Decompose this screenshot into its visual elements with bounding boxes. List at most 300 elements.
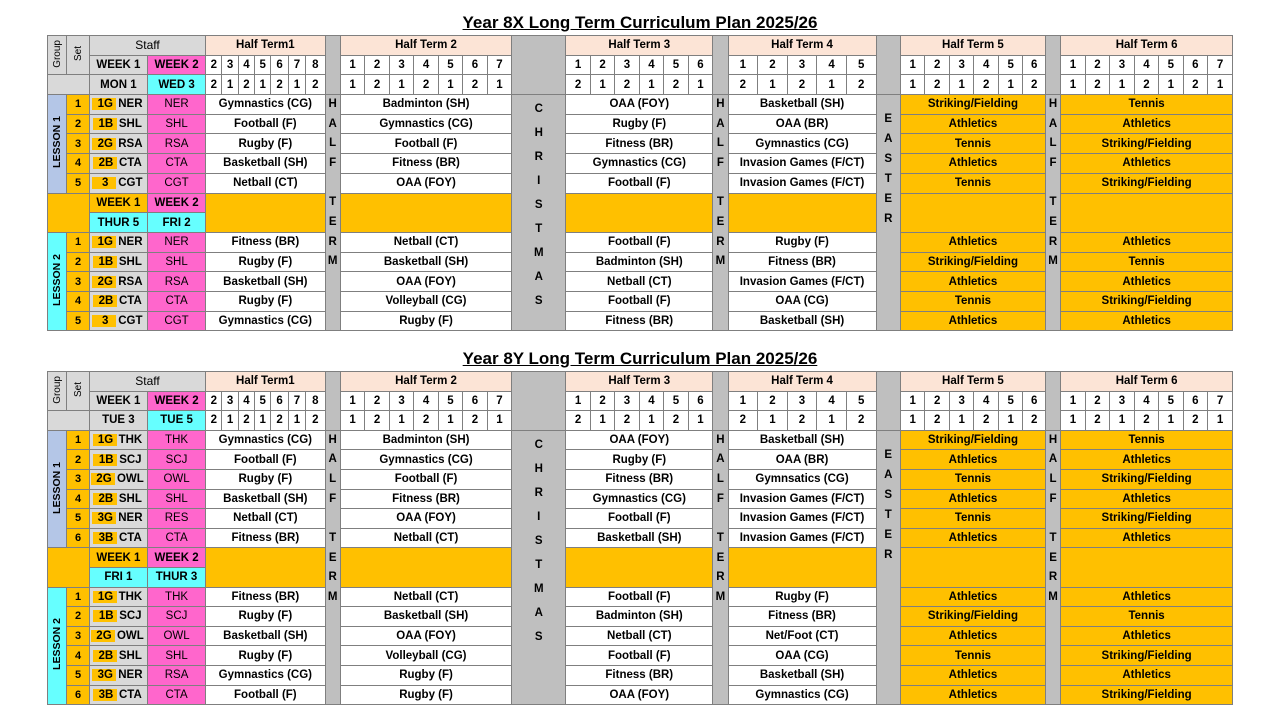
day-number: 1	[949, 75, 973, 95]
week-number: 4	[974, 391, 998, 411]
activity-ht3: Fitness (BR)	[566, 134, 713, 154]
group-set-cell	[67, 252, 89, 272]
activity-ht4: Basketball (SH)	[728, 665, 876, 685]
half-term-bar-3-letters	[1045, 95, 1060, 331]
staff-code: CTA	[119, 532, 142, 545]
day-label-2: WED 3	[147, 75, 205, 95]
week-number: 2	[365, 55, 389, 75]
activity-ht1: Netball (CT)	[206, 173, 325, 193]
activity-ht3: Football (F)	[566, 587, 713, 607]
day-number: 2	[414, 411, 438, 431]
mid-blank	[48, 548, 90, 587]
staff-code: RSA	[118, 275, 143, 288]
vertical-letter: E	[1049, 551, 1057, 564]
day-number: 2	[1134, 75, 1158, 95]
activity-ht4: Invasion Games (F/CT)	[728, 489, 876, 509]
mid-blank	[48, 193, 90, 232]
day-number: 2	[365, 411, 389, 431]
staff-header: Staff	[89, 36, 205, 56]
week-number: 5	[255, 55, 271, 75]
lesson2-cell	[48, 232, 67, 330]
week-number: 1	[728, 55, 758, 75]
week1-label: WEEK 1	[89, 391, 147, 411]
staff-week2: SCJ	[147, 607, 205, 627]
staff-week1	[89, 587, 147, 607]
day-number: 2	[664, 75, 688, 95]
vertical-letter: R	[534, 151, 543, 164]
half-term-bar-3	[1045, 372, 1060, 431]
week-number: 3	[949, 391, 973, 411]
group-set-cell	[67, 232, 89, 252]
activity-ht5: Athletics	[900, 665, 1045, 685]
staff-code: CGT	[118, 314, 143, 327]
plan-8y-table	[47, 371, 1233, 705]
activity-ht4: Basketball (SH)	[728, 430, 876, 450]
week-number: 4	[817, 391, 847, 411]
day-number: 2	[1085, 411, 1109, 431]
set-code: 2G	[91, 473, 115, 485]
group-number: 6	[75, 532, 82, 545]
activity-ht4: Invasion Games (F/CT)	[728, 173, 876, 193]
activity-ht4: Invasion Games (F/CT)	[728, 154, 876, 174]
week-number: 3	[949, 55, 973, 75]
activity-ht4: Fitness (BR)	[728, 252, 876, 272]
activity-ht3: Badminton (SH)	[566, 252, 713, 272]
week1-label: WEEK 1	[89, 55, 147, 75]
week-number: 2	[206, 55, 222, 75]
activity-ht1: Rugby (F)	[206, 469, 325, 489]
activity-ht6: Athletics	[1061, 626, 1233, 646]
week-number: 4	[639, 391, 663, 411]
activity-ht5: Athletics	[900, 232, 1045, 252]
half-term-bar-2-letters	[713, 430, 728, 704]
activity-ht1: Rugby (F)	[206, 607, 325, 627]
half-term-bar-2	[713, 36, 728, 95]
day-number: 1	[998, 75, 1022, 95]
week-number: 5	[664, 391, 688, 411]
activity-ht4: Gymnastics (CG)	[728, 134, 876, 154]
day-number: 2	[925, 411, 949, 431]
activity-ht6: Striking/Fielding	[1061, 646, 1233, 666]
staff-code: SHL	[118, 649, 142, 662]
activity-ht4: OAA (CG)	[728, 291, 876, 311]
christmas-bar	[512, 372, 566, 431]
week-number: 3	[787, 391, 817, 411]
group-set-cell	[67, 646, 89, 666]
term-header-5: Half Term 5	[900, 372, 1045, 392]
day-number: 2	[1183, 75, 1207, 95]
staff-code: RSA	[118, 137, 143, 150]
group-number: 2	[75, 255, 82, 268]
group-number: 4	[75, 295, 82, 308]
activity-ht5: Striking/Fielding	[900, 252, 1045, 272]
day-number: 1	[340, 411, 364, 431]
day-number: 2	[566, 411, 590, 431]
vertical-letter: C	[534, 103, 543, 116]
activity-ht6: Athletics	[1061, 272, 1233, 292]
half-term-bar-1-letters	[325, 430, 340, 704]
activity-ht3: Netball (CT)	[566, 626, 713, 646]
vertical-letter: R	[1048, 571, 1058, 584]
activity-ht3: Football (F)	[566, 509, 713, 529]
activity-ht3: Netball (CT)	[566, 272, 713, 292]
activity-ht2: Badminton (SH)	[340, 95, 511, 115]
week-number: 1	[1061, 391, 1085, 411]
day-number: 1	[487, 411, 511, 431]
set-code: 2B	[93, 650, 117, 662]
group-set-cell	[67, 685, 89, 705]
day-number: 2	[238, 75, 254, 95]
day-label-mid-1: THUR 5	[89, 213, 147, 233]
staff-week1	[89, 232, 147, 252]
set-code: 2G	[92, 276, 116, 288]
lesson1-label: LESSON 1	[51, 461, 64, 514]
day-number: 2	[463, 75, 487, 95]
activity-ht5: Athletics	[900, 311, 1045, 331]
activity-ht6: Striking/Fielding	[1061, 291, 1233, 311]
activity-ht2: Fitness (BR)	[340, 489, 511, 509]
day-number: 2	[306, 75, 325, 95]
day-number: 1	[255, 75, 271, 95]
staff-week2: CTA	[147, 685, 205, 705]
week-number: 6	[688, 55, 713, 75]
activity-ht1: Fitness (BR)	[206, 528, 325, 548]
activity-ht4: Rugby (F)	[728, 232, 876, 252]
group-number: 5	[75, 314, 82, 327]
vertical-letter: T	[1049, 532, 1057, 545]
set-code: 3B	[93, 532, 117, 544]
week-number: 6	[271, 55, 288, 75]
vertical-letter: A	[1048, 117, 1058, 130]
set-label: Set	[72, 382, 84, 398]
group-set-cell	[67, 154, 89, 174]
activity-ht2: OAA (FOY)	[340, 509, 511, 529]
day-number: 1	[758, 75, 788, 95]
week-number: 1	[728, 391, 758, 411]
group-set-cell	[67, 272, 89, 292]
week2-label: WEEK 2	[147, 391, 205, 411]
activity-ht1: Football (F)	[206, 685, 325, 705]
vertical-letter: H	[534, 127, 543, 140]
vertical-letter: F	[716, 492, 724, 505]
day-number: 1	[288, 411, 305, 431]
day-number: 2	[974, 75, 998, 95]
mid-fill-ht4	[728, 193, 876, 232]
staff-code: NER	[118, 98, 143, 111]
vertical-letter: A	[884, 468, 893, 481]
week-number: 7	[288, 55, 305, 75]
day-number: 1	[288, 75, 305, 95]
staff-week2: CGT	[147, 311, 205, 331]
activity-ht2: Netball (CT)	[340, 528, 511, 548]
day-number: 1	[389, 75, 413, 95]
day-number: 1	[639, 411, 663, 431]
week-number: 3	[787, 55, 817, 75]
activity-ht1: Basketball (SH)	[206, 272, 325, 292]
group-number: 2	[75, 610, 82, 623]
mid-fill-ht1	[206, 193, 325, 232]
half-term-bar-1-letters	[325, 95, 340, 331]
vertical-letter: F	[329, 156, 337, 169]
week-number: 2	[925, 55, 949, 75]
activity-ht2: Badminton (SH)	[340, 430, 511, 450]
week-number: 4	[817, 55, 847, 75]
blank-cell	[48, 411, 90, 431]
staff-week2: SCJ	[147, 450, 205, 470]
vertical-letter: E	[716, 551, 725, 564]
day-number: 2	[365, 75, 389, 95]
activity-ht3: Fitness (BR)	[566, 469, 713, 489]
half-term-bar-1	[325, 36, 340, 95]
week-number: 3	[1110, 55, 1134, 75]
staff-week2: NER	[147, 95, 205, 115]
activity-ht5: Athletics	[900, 450, 1045, 470]
set-header	[67, 36, 89, 75]
vertical-letter: E	[328, 216, 337, 229]
activity-ht2: Fitness (BR)	[340, 154, 511, 174]
group-label: Group	[51, 375, 63, 404]
easter-bar	[876, 372, 900, 431]
term-header-2: Half Term 2	[340, 372, 511, 392]
day-number: 1	[1061, 75, 1085, 95]
group-set-cell	[67, 607, 89, 627]
christmas-bar	[512, 36, 566, 95]
week2-label-mid: WEEK 2	[147, 548, 205, 568]
set-code: 2B	[93, 493, 117, 505]
group-set-cell	[67, 587, 89, 607]
term-header-2: Half Term 2	[340, 36, 511, 56]
vertical-letter: T	[716, 196, 724, 209]
mid-fill-ht4	[728, 548, 876, 587]
mid-fill-ht6	[1061, 548, 1233, 587]
term-header-6: Half Term 6	[1061, 36, 1233, 56]
activity-ht1: Basketball (SH)	[206, 489, 325, 509]
activity-ht1: Rugby (F)	[206, 252, 325, 272]
day-number: 1	[1159, 411, 1183, 431]
set-code: 1G	[92, 236, 116, 248]
activity-ht4: Basketball (SH)	[728, 311, 876, 331]
group-number: 5	[75, 512, 82, 525]
activity-ht6: Striking/Fielding	[1061, 509, 1233, 529]
group-number: 4	[75, 492, 82, 505]
day-number: 2	[974, 411, 998, 431]
vertical-letter: H	[716, 98, 725, 111]
staff-week1	[89, 450, 147, 470]
set-code: 1G	[93, 591, 117, 603]
vertical-letter: R	[328, 571, 337, 584]
week-number: 7	[487, 55, 511, 75]
day-number: 1	[1208, 411, 1233, 431]
staff-code: SHL	[118, 118, 142, 131]
activity-ht1: Fitness (BR)	[206, 232, 325, 252]
staff-code: THK	[118, 434, 143, 447]
plan-8x-table	[47, 35, 1233, 331]
week-number: 3	[615, 391, 639, 411]
week-number: 7	[1208, 55, 1233, 75]
christmas-bar-letters	[512, 95, 566, 331]
vertical-letter: S	[884, 488, 893, 501]
staff-week2: SHL	[147, 489, 205, 509]
week-number: 7	[288, 391, 305, 411]
day-number: 1	[817, 75, 847, 95]
group-set-cell	[67, 469, 89, 489]
staff-code: OWL	[116, 473, 144, 486]
vertical-letter: A	[716, 453, 725, 466]
vertical-letter: F	[329, 492, 337, 505]
vertical-letter: R	[884, 548, 893, 561]
day-number: 1	[590, 75, 614, 95]
week-number: 5	[1159, 391, 1183, 411]
activity-ht2: Basketball (SH)	[340, 607, 511, 627]
week-number: 8	[306, 391, 325, 411]
activity-ht2: Basketball (SH)	[340, 252, 511, 272]
lesson1-cell	[48, 95, 67, 193]
week-number: 3	[222, 391, 238, 411]
activity-ht2: Netball (CT)	[340, 587, 511, 607]
set-code: 2G	[92, 138, 116, 150]
vertical-letter: E	[1049, 216, 1057, 229]
set-code: 3B	[93, 689, 117, 701]
week-number: 1	[1061, 55, 1085, 75]
staff-week1	[89, 528, 147, 548]
day-number: 2	[846, 75, 876, 95]
vertical-letter: S	[534, 199, 543, 212]
day-number: 2	[238, 411, 254, 431]
day-number: 2	[206, 411, 222, 431]
week-number: 4	[1134, 391, 1158, 411]
week-number: 4	[238, 391, 254, 411]
activity-ht3: Fitness (BR)	[566, 311, 713, 331]
activity-ht5: Striking/Fielding	[900, 95, 1045, 115]
week2-label: WEEK 2	[147, 55, 205, 75]
staff-week1	[89, 252, 147, 272]
day-number: 1	[438, 75, 462, 95]
vertical-letter: M	[327, 590, 338, 603]
activity-ht5: Striking/Fielding	[900, 607, 1045, 627]
week-number: 2	[365, 391, 389, 411]
staff-week2: RSA	[147, 134, 205, 154]
term-header-1: Half Term1	[206, 372, 325, 392]
week-number: 2	[590, 391, 614, 411]
day-number: 1	[340, 75, 364, 95]
activity-ht1: Rugby (F)	[206, 134, 325, 154]
day-number: 1	[900, 75, 924, 95]
staff-week1	[89, 134, 147, 154]
staff-week1	[89, 665, 147, 685]
term-header-3: Half Term 3	[566, 36, 713, 56]
activity-ht6: Striking/Fielding	[1061, 685, 1233, 705]
staff-week1	[89, 469, 147, 489]
week1-label-mid: WEEK 1	[89, 548, 147, 568]
group-set-cell	[67, 134, 89, 154]
vertical-letter: A	[534, 606, 543, 619]
activity-ht5: Athletics	[900, 489, 1045, 509]
day-number: 2	[463, 411, 487, 431]
group-set-cell	[67, 509, 89, 529]
set-code: 1G	[92, 98, 116, 110]
staff-week1	[89, 509, 147, 529]
activity-ht5: Tennis	[900, 173, 1045, 193]
week-number: 1	[340, 55, 364, 75]
day-label-1: TUE 3	[89, 411, 147, 431]
group-number: 3	[75, 275, 82, 288]
week-number: 3	[615, 55, 639, 75]
day-label-mid-1: FRI 1	[89, 567, 147, 587]
vertical-letter: H	[534, 462, 543, 475]
day-number: 1	[1159, 75, 1183, 95]
activity-ht5: Athletics	[900, 685, 1045, 705]
staff-week2: CTA	[147, 291, 205, 311]
activity-ht6: Athletics	[1061, 114, 1233, 134]
half-term-bar-3	[1045, 36, 1060, 95]
blank-cell	[48, 75, 90, 95]
week-number: 2	[1085, 55, 1109, 75]
group-set-cell	[67, 665, 89, 685]
week-number: 6	[1023, 391, 1046, 411]
vertical-letter: R	[716, 571, 725, 584]
vertical-letter: H	[1048, 433, 1058, 446]
activity-ht1: Football (F)	[206, 114, 325, 134]
week-number: 7	[1208, 391, 1233, 411]
week-number: 6	[463, 391, 487, 411]
activity-ht5: Athletics	[900, 587, 1045, 607]
activity-ht2: Volleyball (CG)	[340, 646, 511, 666]
activity-ht6: Striking/Fielding	[1061, 469, 1233, 489]
staff-code: OWL	[116, 630, 144, 643]
vertical-letter: E	[884, 528, 893, 541]
day-number: 1	[900, 411, 924, 431]
activity-ht2: Rugby (F)	[340, 665, 511, 685]
group-number: 4	[75, 157, 82, 170]
day-label-mid-2: FRI 2	[147, 213, 205, 233]
vertical-letter: T	[716, 532, 724, 545]
vertical-letter: L	[329, 472, 337, 485]
activity-ht3: Football (F)	[566, 646, 713, 666]
easter-bar-letters	[876, 95, 900, 331]
activity-ht3: Fitness (BR)	[566, 665, 713, 685]
day-number: 1	[487, 75, 511, 95]
day-number: 2	[615, 75, 639, 95]
staff-code: NER	[118, 512, 143, 525]
activity-ht5: Athletics	[900, 528, 1045, 548]
half-term-bar-3-letters	[1045, 430, 1060, 704]
activity-ht4: Invasion Games (F/CT)	[728, 528, 876, 548]
term-header-1: Half Term1	[206, 36, 325, 56]
activity-ht3: Football (F)	[566, 291, 713, 311]
activity-ht6: Tennis	[1061, 607, 1233, 627]
activity-ht6: Tennis	[1061, 430, 1233, 450]
week-number: 4	[238, 55, 254, 75]
staff-week2: OWL	[147, 469, 205, 489]
half-term-bar-2-letters	[713, 95, 728, 331]
vertical-letter: E	[884, 193, 893, 206]
activity-ht5: Tennis	[900, 509, 1045, 529]
activity-ht2: Gymnastics (CG)	[340, 114, 511, 134]
vertical-letter: A	[884, 133, 893, 146]
christmas-bar-letters	[512, 430, 566, 704]
activity-ht1: Fitness (BR)	[206, 587, 325, 607]
week-number: 5	[998, 55, 1022, 75]
day-number: 2	[787, 411, 817, 431]
vertical-letter: R	[328, 235, 337, 248]
activity-ht1: Gymnastics (CG)	[206, 311, 325, 331]
vertical-letter: T	[535, 223, 543, 236]
vertical-letter: L	[1049, 137, 1057, 150]
staff-week1	[89, 114, 147, 134]
activity-ht2: Football (F)	[340, 134, 511, 154]
vertical-letter: I	[537, 175, 541, 188]
mid-fill-ht2	[340, 193, 511, 232]
